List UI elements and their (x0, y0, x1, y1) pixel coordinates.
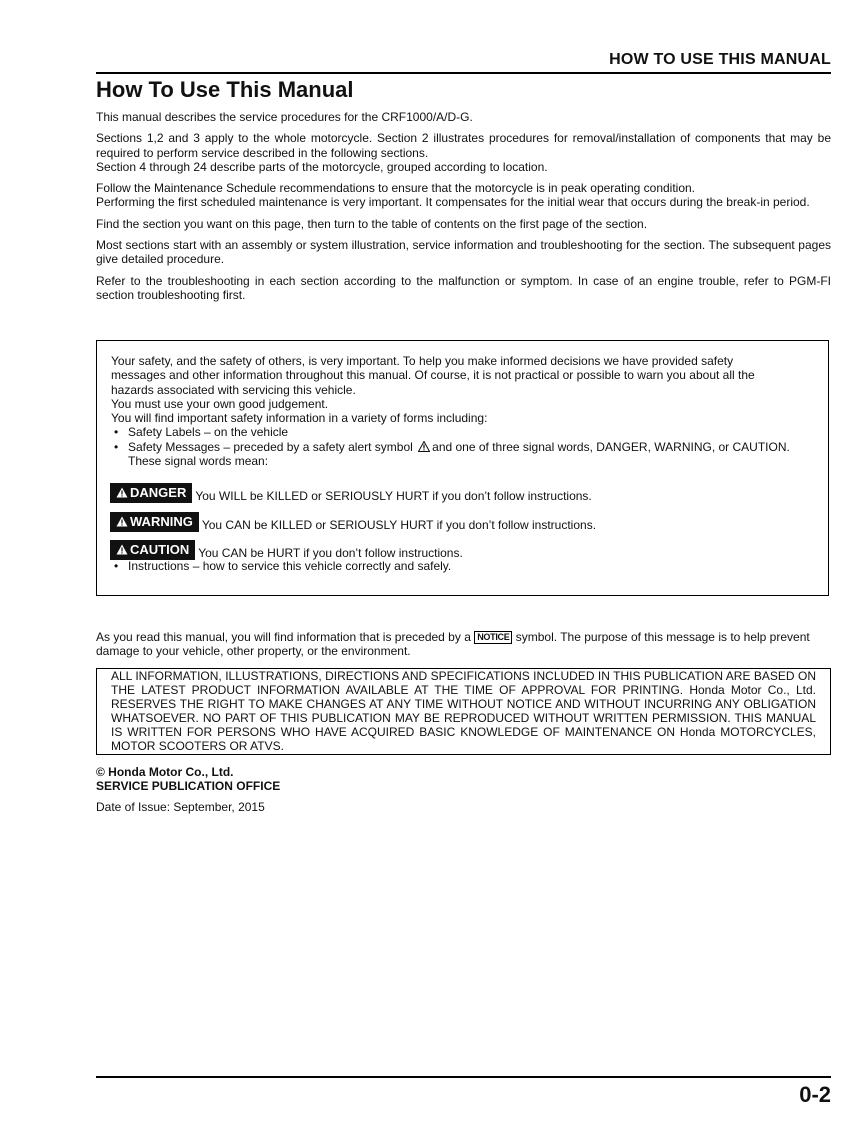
page-title: How To Use This Manual (96, 77, 354, 102)
caution-text: You CAN be HURT if you don’t follow instructions. (198, 546, 463, 560)
caution-label: CAUTION (130, 542, 190, 557)
manual-page (96, 0, 831, 1122)
intro-line: Sections 1,2 and 3 apply to the whole motorcycle. Section 2 illustrates procedures for removal/installation of components that may be required to perform service described in the following sections. (96, 131, 831, 160)
running-header: HOW TO USE THIS MANUAL (609, 51, 831, 68)
safety-bullet (111, 559, 451, 573)
intro-paragraph (96, 110, 831, 124)
alert-triangle-icon (116, 516, 128, 527)
safety-text (111, 354, 816, 468)
footer-rule (96, 1076, 831, 1078)
intro-line: Refer to the troubleshooting in each section according to the malfunction or symptom. In case of an engine trouble, refer to PGM-FI section troubleshooting first. (96, 273, 831, 302)
page-number: 0-2 (799, 1082, 831, 1107)
intro-line: Performing the first scheduled maintenance is very important. It compensates for the initial wear that occurs during the break-in period. (96, 195, 810, 210)
alert-triangle-icon (116, 544, 128, 555)
intro-line: Find the section you want on this page, then turn to the table of contents on the first page of the section. (96, 216, 648, 231)
intro-paragraph (96, 131, 831, 174)
disclaimer-box (96, 668, 831, 755)
caution-badge (110, 540, 195, 560)
notice-text: symbol. The purpose of this message is to help prevent damage to your vehicle, other property, or the environment. (96, 630, 810, 659)
alert-triangle-icon (116, 487, 128, 498)
warning-label: WARNING (130, 514, 193, 529)
warning-badge (110, 512, 199, 532)
safety-box (96, 340, 829, 596)
notice-paragraph (96, 630, 831, 659)
intro-line: Follow the Maintenance Schedule recommendations to ensure that the motorcycle is in peak operating condition. (96, 181, 696, 196)
safety-alert-icon (418, 441, 430, 452)
danger-badge (110, 483, 192, 503)
warning-row (110, 512, 596, 532)
notice-text: As you read this manual, you will find information that is preceded by a (96, 630, 471, 644)
intro-section (96, 110, 831, 309)
danger-row (110, 483, 592, 503)
danger-text: You WILL be KILLED or SERIOUSLY HURT if you don’t follow instructions. (195, 489, 592, 503)
safety-bullet-text: Instructions – how to service this vehicle correctly and safely. (128, 559, 452, 573)
intro-paragraph (96, 238, 831, 267)
safety-line: You will find important safety information in a variety of forms including: (111, 411, 488, 426)
safety-line: Your safety, and the safety of others, is very important. To help you make informed decisions we have provided safety (111, 354, 734, 368)
caution-row (110, 540, 463, 560)
header-rule (96, 72, 831, 74)
danger-label: DANGER (130, 485, 187, 500)
copyright (96, 765, 280, 793)
copyright-line: © Honda Motor Co., Ltd. (96, 765, 234, 779)
warning-text: You CAN be KILLED or SERIOUSLY HURT if you don’t follow instructions. (201, 518, 597, 532)
publisher-line: SERVICE PUBLICATION OFFICE (96, 779, 281, 793)
notice-symbol: NOTICE (474, 631, 512, 644)
intro-line: This manual describes the service procedures for the CRF1000/A/D-G. (96, 110, 473, 124)
intro-paragraph (96, 217, 831, 231)
safety-line: These signal words mean: (128, 454, 269, 469)
intro-paragraph (96, 274, 831, 303)
safety-bullet-text: Safety Messages – preceded by a safety alert symbol (128, 439, 413, 454)
intro-line: Most sections start with an assembly or system illustration, service information and troubleshooting for the section. The subsequent pages give detailed procedure. (96, 238, 831, 267)
safety-line: You must use your own good judgement. (111, 396, 329, 411)
intro-paragraph (96, 181, 831, 210)
intro-line: Section 4 through 24 describe parts of the motorcycle, grouped according to location. (96, 159, 548, 174)
safety-line: messages and other information throughout this manual. Of course, it is not practical or possible to warn you about all the (111, 368, 755, 383)
safety-line: hazards associated with servicing this vehicle. (111, 382, 356, 397)
safety-bullet-text: and one of three signal words, DANGER, WARNING, or CAUTION. (432, 439, 790, 454)
safety-bullet (111, 440, 816, 454)
safety-bullet: • Safety Labels – on the vehicle (111, 425, 816, 439)
issue-date: Date of Issue: September, 2015 (96, 800, 265, 814)
disclaimer-text: ALL INFORMATION, ILLUSTRATIONS, DIRECTIONS AND SPECIFICATIONS INCLUDED IN THIS PUBLICATION ARE BASED ON THE LATEST PRODUCT INFORMATION AVAILABLE AT THE TIME OF APPROVAL FOR PRINTING. Honda Motor Co., Ltd. RESERVES THE RIGHT TO MAKE CHANGES AT ANY TIME WITHOUT NOTICE AND WITHOUT INCURRING ANY OBLIGATION WHATSOEVER. NO PART OF THIS PUBLICATION MAY BE REPRODUCED WITHOUT WRITTEN PERMISSION. THIS MANUAL IS WRITTEN FOR PERSONS WHO HAVE ACQUIRED BASIC KNOWLEDGE OF MAINTENANCE ON Honda MOTORCYCLES, MOTOR SCOOTERS OR ATVS. (111, 669, 816, 754)
